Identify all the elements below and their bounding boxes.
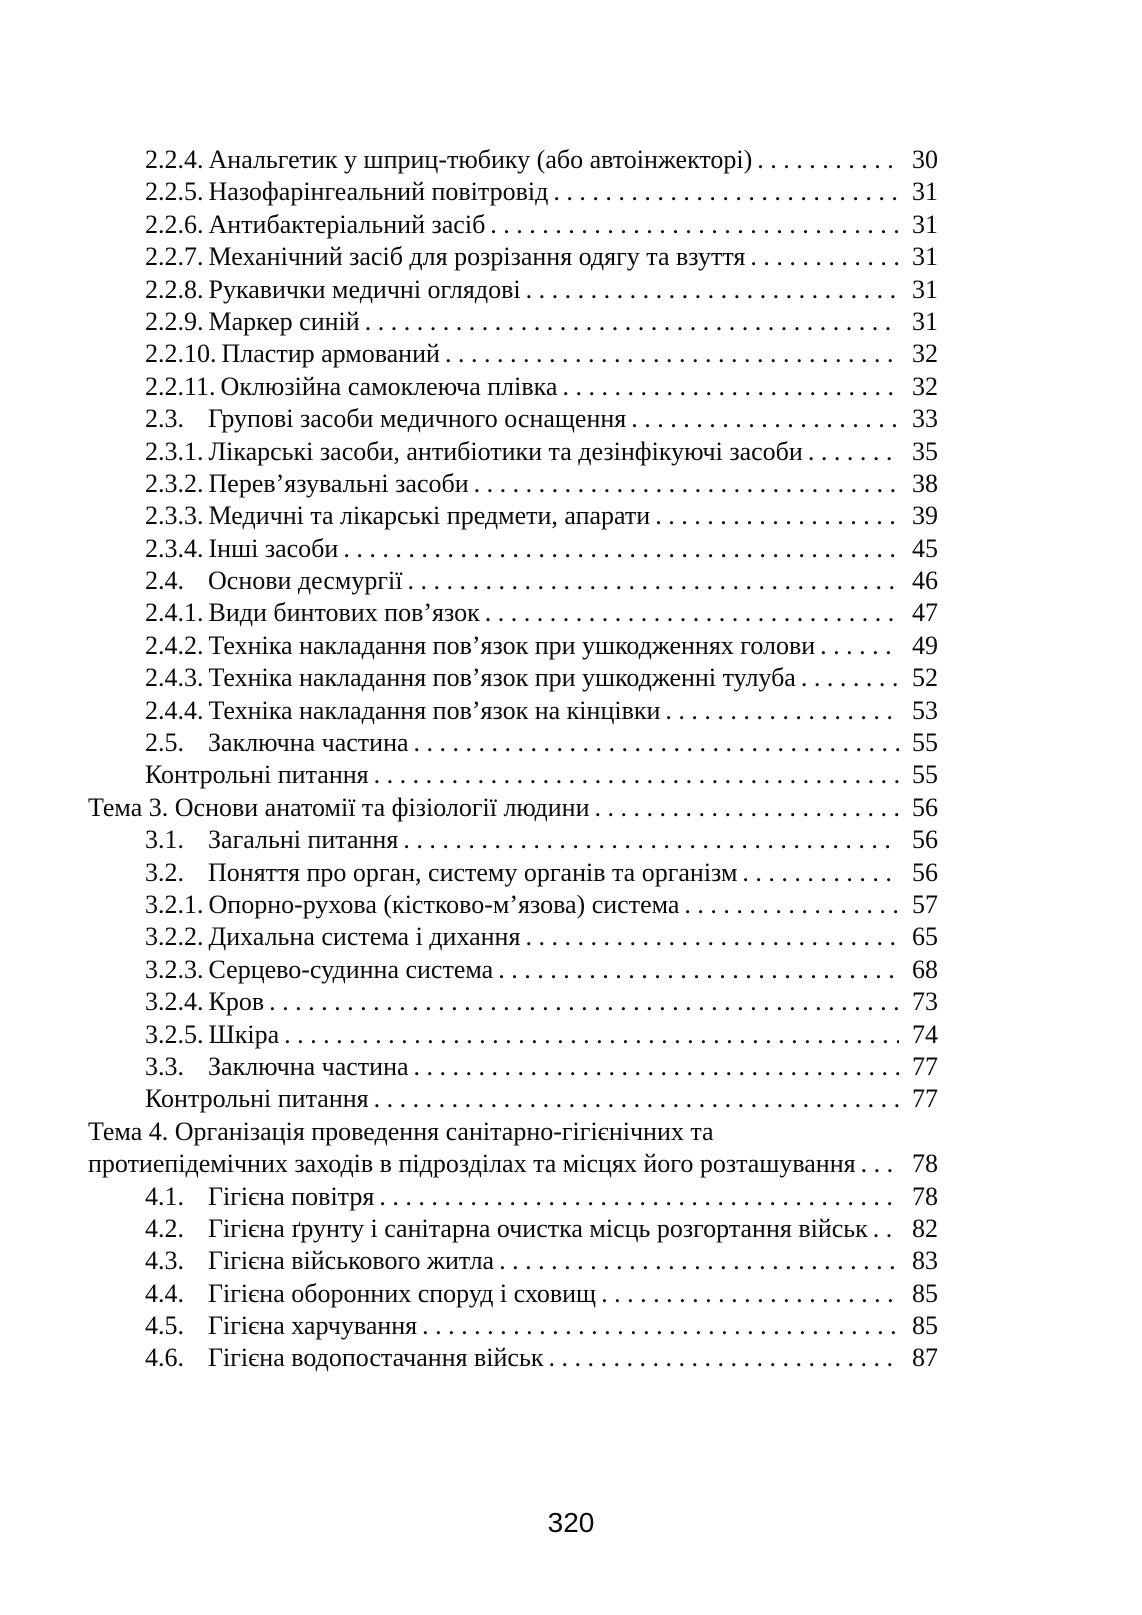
toc-entry-page: 53 [912,695,938,725]
toc-entry [88,339,938,371]
toc-leader-dots [269,987,899,1017]
toc-entry-page: 38 [912,468,938,498]
toc-leader-dots [562,372,899,402]
toc-entry-page: 77 [912,1084,938,1114]
toc-entry [88,631,938,663]
toc-entry-number: 2.4.4. [145,695,204,725]
toc-leader-dots [665,696,899,726]
toc-entry-number: 4.4. [145,1278,184,1308]
toc-entry-label: Гігієна водопостачання військ [208,1343,544,1373]
toc-entry-page: 30 [912,145,938,174]
toc-entry [88,437,938,469]
toc-entry-number: 2.3.1. [145,436,204,466]
toc-entry-label: Гігієна харчування [208,1311,418,1341]
toc-leader-dots [684,890,899,920]
toc-leader-dots [631,404,899,434]
toc-leader-dots [403,825,899,855]
toc-entry-number: 2.4.2. [145,630,204,660]
toc-entry [88,858,938,890]
toc-entry-label: Механічний засіб для розрізання одягу та взуття [208,242,746,272]
toc-entry-page: 77 [912,1051,938,1081]
toc-leader-dots [808,437,899,467]
toc-leader-dots [757,145,899,175]
toc-entry-number: 3.2.2. [145,922,204,952]
toc-entry-label: Групові засоби медичного оснащення [208,404,627,434]
toc-entry [88,534,938,566]
toc-entry-label: Дихальна система і дихання [208,922,521,952]
toc-entry-number: 3.2.1. [145,889,204,919]
toc-entry-label: Гігієна ґрунту і санітарна очистка місць розгортання військ [208,1213,868,1243]
toc-list [88,145,938,1376]
toc-entry-label: Види бинтових пов’язок [208,598,480,628]
toc-entry-label: Контрольні питання [145,760,369,790]
toc-entry-label: Оклюзійна самоклеюча плівка [220,371,558,401]
toc-leader-dots [485,598,899,628]
toc-entry-number: 4.3. [145,1246,184,1276]
toc-entry-label: Інші засоби [208,533,339,563]
toc-leader-dots [414,728,899,758]
toc-entry-label: Техніка накладання пов’язок при ушкодженнях голови [208,630,816,660]
toc-leader-dots [284,1020,899,1050]
toc-leader-dots [490,210,899,240]
toc-leader-dots [526,275,899,305]
toc-leader-dots [445,339,899,369]
toc-entry-label: Рукавички медичні оглядові [208,274,521,304]
toc-entry [88,404,938,436]
toc-entry-page: 55 [912,728,938,758]
toc-entry-number: 4.1. [145,1181,184,1211]
toc-entry-page: 85 [912,1278,938,1308]
toc-entry [88,242,938,274]
toc-entry [88,825,938,857]
toc-entry-number: 3.2.4. [145,987,204,1017]
toc-leader-dots [407,566,899,596]
toc-entry-label: Основи десмургії [208,566,403,596]
toc-entry-number: 2.4.3. [145,663,204,693]
toc-entry-label: Техніка накладання пов’язок на кінцівки [208,695,661,725]
toc-entry [88,145,938,177]
toc-entry-page: 78 [912,1149,938,1179]
toc-entry [88,598,938,630]
toc-leader-dots [379,1182,899,1212]
toc-entry-number: 3.2.3. [145,954,204,984]
toc-entry-number: 4.6. [145,1343,184,1373]
toc-leader-dots [525,922,899,952]
toc-entry-number: 2.2.4. [145,145,204,174]
toc-leader-dots [548,1343,899,1373]
toc-entry-label: Перев’язувальні засоби [208,468,469,498]
toc-entry [88,275,938,307]
toc-entry [88,890,938,922]
toc-entry [88,566,938,598]
toc-entry-page: 39 [912,501,938,531]
toc-entry-page: 82 [912,1213,938,1243]
toc-entry-page: 87 [912,1343,938,1373]
toc-entry [88,728,938,760]
toc-entry-page: 31 [912,242,938,272]
toc-entry-page: 55 [912,760,938,790]
toc-entry-label: протиепідемічних заходів в підрозділах та місцях його розташування [88,1149,856,1179]
toc-leader-dots [873,1214,899,1244]
toc-entry-label: Пластир армований [221,339,440,369]
toc-entry-label: Заключна частина [208,1051,409,1081]
toc-entry-label: Заключна частина [208,728,409,758]
toc-entry [88,987,938,1019]
toc-leader-dots [553,177,899,207]
toc-entry-page: 83 [912,1246,938,1276]
toc-entry-number: 3.2.5. [145,1019,204,1049]
toc-leader-dots [601,1279,899,1309]
toc-entry-number: 2.4. [145,566,184,596]
toc-entry-number: 2.2.5. [145,177,204,207]
toc-entry-number: 2.3.2. [145,468,204,498]
toc-leader-dots [374,1084,899,1114]
toc-entry [88,760,938,792]
toc-entry [88,696,938,728]
toc-entry-page: 56 [912,857,938,887]
toc-entry-number: 2.4.1. [145,598,204,628]
toc-entry-number: 2.3. [145,404,184,434]
toc-entry-label: Антибактеріальний засіб [208,209,486,239]
toc-entry-page: 47 [912,598,938,628]
toc-entry-page: 31 [912,177,938,207]
toc-leader-dots [861,1149,899,1179]
toc-entry [88,955,938,987]
toc-entry [88,1149,938,1181]
toc-entry [88,210,938,242]
toc-entry-number: 2.3.4. [145,533,204,563]
toc-entry-number: 2.3.3. [145,501,204,531]
toc-entry [88,1117,938,1149]
toc-entry-label: Тема 4. Організація проведення санітарно-гігієнічних та [88,1116,714,1146]
toc-leader-dots [422,1311,899,1341]
toc-entry [88,922,938,954]
toc-entry-page: 45 [912,533,938,563]
footer-page-number: 320 [547,1507,595,1538]
toc-entry [88,1311,938,1343]
toc-entry-number: 4.2. [145,1213,184,1243]
toc-entry-number: 3.3. [145,1051,184,1081]
toc-entry-label: Кров [208,987,265,1017]
toc-leader-dots [365,307,899,337]
toc-entry-page: 68 [912,954,938,984]
toc-entry-number: 2.2.9. [145,306,204,336]
toc-entry [88,793,938,825]
toc-entry-number: 2.2.11. [145,371,216,401]
toc-entry-page: 57 [912,889,938,919]
toc-entry [88,469,938,501]
toc-entry-number: 3.2. [145,857,184,887]
toc-entry-page: 73 [912,987,938,1017]
toc-entry [88,1052,938,1084]
toc-entry [88,372,938,404]
toc-entry-page: 49 [912,630,938,660]
toc-entry-label: Назофарінгеальний повітровід [208,177,549,207]
toc-entry-label: Гігієна повітря [208,1181,375,1211]
toc-leader-dots [655,501,899,531]
toc-entry-label: Тема 3. Основи анатомії та фізіології людини [88,792,590,822]
toc-entry-number: 2.2.7. [145,242,204,272]
toc-leader-dots [343,534,899,564]
toc-entry [88,1084,938,1116]
toc-entry [88,1343,938,1375]
toc-entry-number: 2.2.10. [145,339,217,369]
toc-entry-label: Загальні питання [208,825,399,855]
toc-entry [88,177,938,209]
toc-leader-dots [474,469,899,499]
toc-entry-page: 32 [912,339,938,369]
toc-entry-page: 31 [912,209,938,239]
toc-entry-number: 2.2.8. [145,274,204,304]
toc-entry-page: 31 [912,274,938,304]
toc-entry [88,1020,938,1052]
toc-leader-dots [820,631,899,661]
toc-leader-dots [750,242,899,272]
toc-entry-label: Поняття про орган, систему органів та організм [208,857,738,887]
toc-entry-number: 3.1. [145,825,184,855]
toc-entry-label: Лікарські засоби, антибіотики та дезінфікуючі засоби [208,436,803,466]
toc-entry-label: Шкіра [208,1019,280,1049]
toc-entry-page: 35 [912,436,938,466]
toc-entry-label: Контрольні питання [145,1084,369,1114]
toc-leader-dots [499,1246,899,1276]
toc-entry [88,1279,938,1311]
toc-leader-dots [414,1052,899,1082]
toc-entry-number: 2.5. [145,728,184,758]
toc-entry [88,1246,938,1278]
toc-entry-page: 56 [912,825,938,855]
toc-leader-dots [374,760,899,790]
toc-entry [88,1214,938,1246]
toc-entry-page: 65 [912,922,938,952]
toc-entry-label: Медичні та лікарські предмети, апарати [208,501,651,531]
toc-entry-page: 85 [912,1311,938,1341]
toc-entry [88,663,938,695]
toc-entry-label: Техніка накладання пов’язок при ушкодженні тулуба [208,663,796,693]
toc-entry [88,501,938,533]
toc-entry-number: 2.2.6. [145,209,204,239]
toc-entry-page: 31 [912,306,938,336]
toc-entry-number: 4.5. [145,1311,184,1341]
toc-entry-page: 56 [912,792,938,822]
toc-entry-label: Маркер синій [208,306,360,336]
toc-entry-page: 33 [912,404,938,434]
toc-entry-page: 78 [912,1181,938,1211]
toc-leader-dots [801,663,899,693]
toc-entry-label: Опорно-рухова (кістково-м’язова) система [208,889,680,919]
toc-entry-label: Серцево-судинна система [208,954,494,984]
toc-entry-page: 52 [912,663,938,693]
toc-entry-label: Гігієна військового житла [208,1246,495,1276]
toc-entry [88,307,938,339]
toc-leader-dots [742,858,899,888]
toc-entry [88,1182,938,1214]
toc-leader-dots [498,955,899,985]
toc-entry-page: 32 [912,371,938,401]
toc-entry-label: Анальгетик у шприц-тюбику (або автоінжекторі) [208,145,753,174]
toc-entry-label: Гігієна оборонних споруд і сховищ [208,1278,597,1308]
toc-entry-page: 74 [912,1019,938,1049]
toc-leader-dots [595,793,900,823]
toc-entry-page: 46 [912,566,938,596]
